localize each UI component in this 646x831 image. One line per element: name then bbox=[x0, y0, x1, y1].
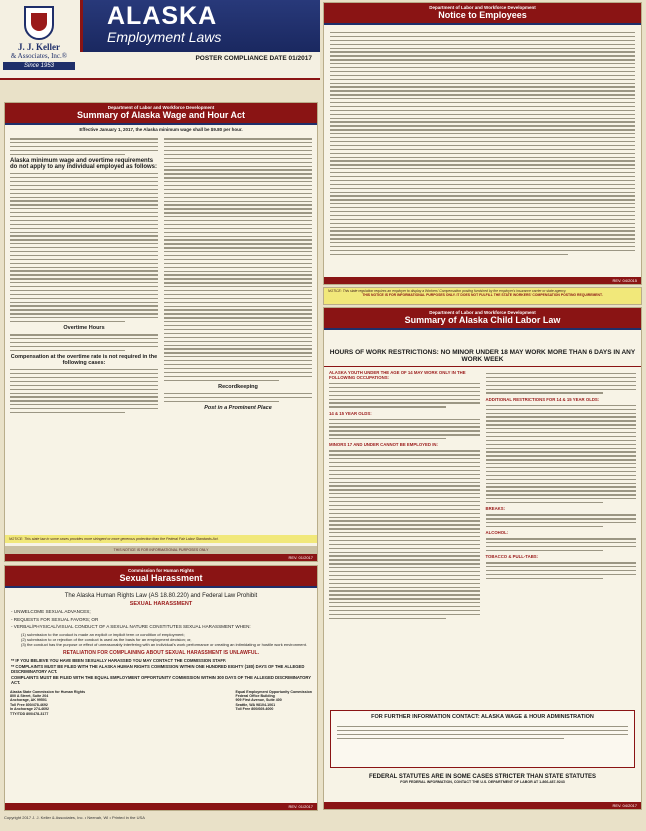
logo-name: J. J. Keller bbox=[18, 42, 60, 52]
child-dept: Department of Labor and Workforce Development bbox=[429, 310, 536, 315]
contact-line: Alaska State Commission for Human Rights bbox=[10, 689, 86, 694]
contact-line: TTY/TDD 800/478-3177 bbox=[10, 711, 49, 716]
child-tobacco-heading: TOBACCO & PULL-TABS: bbox=[485, 554, 539, 560]
child-rev-code: REV. 04/2017 bbox=[324, 802, 641, 809]
contact-line: In Anchorage 274-4692 bbox=[10, 707, 50, 712]
harass-red-title: SEXUAL HARASSMENT bbox=[129, 601, 193, 607]
overtime-heading: Overtime Hours bbox=[63, 325, 105, 332]
child-panel-header bbox=[324, 308, 641, 330]
harass-sub-item: (1) submission to the conduct is made an explicit or implicit term or condition of employment; bbox=[21, 631, 185, 637]
notice-employees-panel bbox=[323, 2, 642, 285]
contact-line: Toll Free 800/669-4000 bbox=[235, 707, 274, 712]
notice-rev-code: REV. 04/2015 bbox=[324, 277, 641, 284]
harass-sub-items bbox=[11, 632, 311, 647]
notice-bar-text2: THIS NOTICE IS FOR INFORMATIONAL PURPOSES ONLY. IT DOES NOT FULFILL THE STATE WORKERS' COMPENSATION POSTING REQUIREMENT. bbox=[362, 293, 603, 297]
harass-contact-left bbox=[10, 690, 85, 716]
harass-retaliation: RETALIATION FOR COMPLAINING ABOUT SEXUAL HARASSMENT IS UNLAWFUL. bbox=[63, 649, 259, 656]
state-subtitle: Employment Laws bbox=[107, 29, 222, 45]
child-info-box bbox=[330, 710, 635, 768]
notice-bar-text: NOTICE: This state regulation requires an employer to display a Workers' Compensation posting furnished by the employer's insurance carrier or state agency. bbox=[328, 289, 567, 293]
wage-exempt-heading: Alaska minimum wage and overtime requirements do not apply to any individual employed as follows: bbox=[10, 158, 158, 171]
contact-line: 909 First Avenue, Suite 400 bbox=[235, 698, 282, 703]
contact-line: 800 A Street, Suite 204 bbox=[10, 693, 49, 698]
harass-notes bbox=[11, 658, 311, 685]
wage-dept: Department of Labor and Workforce Development bbox=[107, 105, 215, 110]
child-under14-heading: ALASKA YOUTH UNDER THE AGE OF 14 MAY WORK ONLY IN THE FOLLOWING OCCUPATIONS: bbox=[329, 370, 466, 380]
harass-item: - UNWELCOME SEXUAL ADVANCES; bbox=[11, 609, 91, 614]
child-breaks-heading: BREAKS: bbox=[485, 506, 506, 512]
contact-line: Toll Free 800/478-4692 bbox=[10, 702, 48, 707]
state-banner bbox=[80, 0, 320, 52]
harass-note: ** IF YOU BELIEVE YOU HAVE BEEN SEXUALLY HARASSED YOU MAY CONTACT THE COMMISSION STAFF. bbox=[11, 657, 227, 663]
harass-rev-code: REV. 01/2017 bbox=[5, 803, 317, 810]
harass-items bbox=[11, 609, 311, 631]
harass-title: Sexual Harassment bbox=[119, 573, 203, 583]
harass-note: COMPLAINTS MUST BE FILED WITH THE EQUAL EMPLOYMENT OPPORTUNITY COMMISSION WITHIN 300 DAYS OF THE ALLEGED DISCRIMINATORY ACT. bbox=[11, 674, 311, 685]
child-federal-sub: FOR FEDERAL INFORMATION, CONTACT THE U.S. DEPARTMENT OF LABOR AT 1-866-487-9243 bbox=[400, 780, 565, 784]
contact-line: Equal Employment Opportunity Commission bbox=[235, 689, 312, 694]
harass-sub-item: (3) the conduct has the purpose or effect of unreasonably interfering with an individual's work performance or creating an intimidating or hostile work environment. bbox=[21, 641, 307, 647]
harass-panel-header bbox=[5, 566, 317, 588]
harass-note: ** COMPLAINTS MUST BE FILED WITH THE ALASKA HUMAN RIGHTS COMMISSION WITHIN ONE HUNDRED EIGHTY (180) DAYS OF THE ALLEGED DISCRIMINATORY ACT. bbox=[11, 663, 305, 674]
overtime-exempt-heading: Compensation at the overtime rate is not required in the following cases: bbox=[10, 354, 158, 367]
child-title: Summary of Alaska Child Labor Law bbox=[404, 315, 561, 325]
company-logo bbox=[3, 6, 75, 76]
notice-title: Notice to Employees bbox=[438, 10, 527, 20]
harass-contact-right bbox=[236, 690, 312, 716]
wage-info-strip: THIS NOTICE IS FOR INFORMATIONAL PURPOSES ONLY bbox=[5, 546, 317, 554]
harass-sub-item: (2) submission to or rejection of the conduct is used as the basis for an employment decision; or, bbox=[21, 636, 192, 642]
notice-yellow-bar bbox=[323, 287, 642, 305]
logo-sub: & Associates, Inc.® bbox=[10, 52, 68, 60]
notice-panel-header bbox=[324, 3, 641, 25]
wage-hour-panel bbox=[4, 102, 318, 562]
shield-logo-icon bbox=[24, 6, 54, 40]
child-federal bbox=[330, 774, 635, 784]
copyright: Copyright 2017 J. J. Keller & Associates, Inc. • Neenah, WI • Printed in the USA bbox=[4, 815, 145, 820]
harass-item: - REQUESTS FOR SEXUAL FAVORS; OR bbox=[11, 616, 99, 622]
wage-panel-header bbox=[5, 103, 317, 125]
child-14-15-heading: 14 & 15 YEAR OLDS: bbox=[329, 410, 372, 416]
compliance-date: POSTER COMPLIANCE DATE 01/2017 bbox=[195, 55, 312, 62]
contact-line: Federal Office Building bbox=[235, 693, 275, 698]
harass-item: - VERBAL/PHYSICAL/VISUAL CONDUCT OF A SEXUAL NATURE CONSTITUTES SEXUAL HARASSMENT WHEN: bbox=[11, 624, 251, 629]
child-hours-heading: HOURS OF WORK RESTRICTIONS: NO MINOR UNDER 18 MAY WORK MORE THAN 6 DAYS IN ANY WORK WEEK bbox=[324, 346, 641, 367]
wage-notice-bar: NOTICE: This state law in some cases provides more stringent or more generous protection than the Federal Fair Labor Standards Act. bbox=[5, 535, 317, 543]
child-federal-title: FEDERAL STATUTES ARE IN SOME CASES STRICTER THAN STATE STATUTES bbox=[368, 774, 596, 780]
poster-header bbox=[0, 0, 320, 80]
wage-effective: Effective January 1, 2017, the Alaska minimum wage shall be $9.80 per hour. bbox=[79, 127, 243, 132]
state-title: ALASKA bbox=[107, 2, 218, 30]
harass-dept: Commission for Human Rights bbox=[127, 568, 194, 573]
child-labor-panel bbox=[323, 307, 642, 810]
wage-rev-code: REV. 01/2017 bbox=[5, 554, 317, 561]
child-additional-heading: ADDITIONAL RESTRICTIONS FOR 14 & 15 YEAR OLDS: bbox=[485, 396, 600, 402]
post-prominent-heading: Post in a Prominent Place bbox=[204, 404, 272, 411]
harass-intro: The Alaska Human Rights Law (AS 18.80.220) and Federal Law Prohibit bbox=[64, 593, 258, 599]
wage-title: Summary of Alaska Wage and Hour Act bbox=[76, 110, 246, 120]
notice-dept: Department of Labor and Workforce Development bbox=[429, 5, 536, 10]
logo-since: Since 1953 bbox=[3, 62, 75, 70]
child-info-title: FOR FURTHER INFORMATION CONTACT: ALASKA WAGE & HOUR ADMINISTRATION bbox=[371, 714, 594, 720]
child-alcohol-heading: ALCOHOL: bbox=[485, 530, 509, 536]
recordkeeping-heading: Recordkeeping bbox=[218, 383, 258, 390]
child-17-heading: MINORS 17 AND UNDER CANNOT BE EMPLOYED IN: bbox=[329, 442, 438, 448]
contact-line: Seattle, WA 98104-1061 bbox=[235, 702, 276, 707]
contact-line: Anchorage, AK 99501 bbox=[10, 698, 47, 703]
sexual-harassment-panel bbox=[4, 565, 318, 811]
